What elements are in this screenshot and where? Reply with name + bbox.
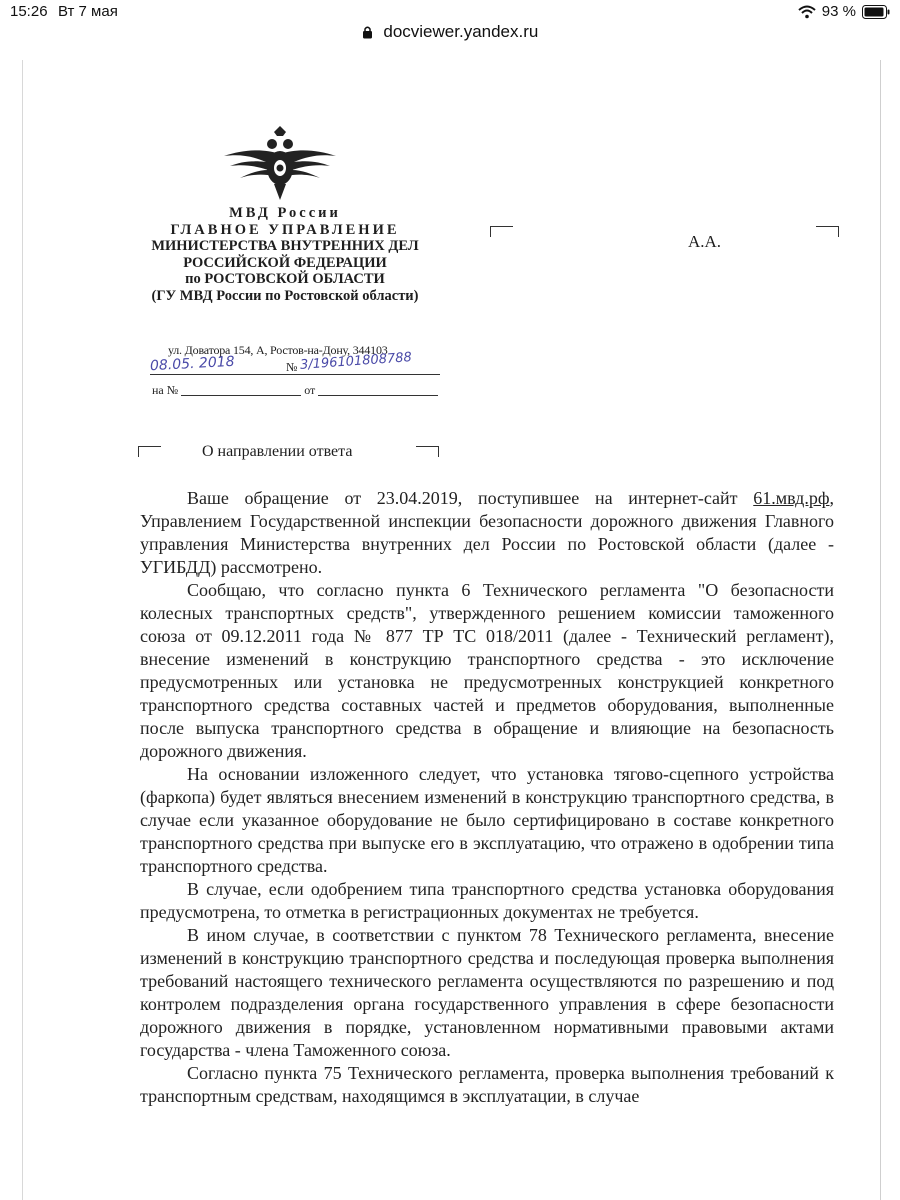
body-paragraph: В ином случае, в соответствии с пунктом 78 Технического регламента, внесение изменений в конструкцию транспортного средства и последующая проверка выполнения требований настоящего технического регламента осуществляются по разрешению и под контролем подразделения органа государственного управления в сфере безопасности дорожного движения в порядке, установленном нормативными правовыми актами государства - члена Таможенного союза. — [140, 925, 834, 1060]
body-paragraph: Сообщаю, что согласно пункта 6 Технического регламента "О безопасности колесных транспортных средств", утвержденного решением комиссии таможенного союза от 09.12.2011 года № 877 ТР ТС 018/2011 (далее - Технический регламент), внесение изменений в конструкцию транспортного средства - это исключение предусмотренных или установка не предусмотренных конструкцией конкретного транспортного средства составных частей и предметов оборудования, выполненные после выпуска транспортного средства в обращение и влияющие на безопасность дорожного движения. — [140, 580, 834, 761]
ref-label: на № — [152, 383, 179, 397]
body-paragraph: На основании изложенного следует, что установка тягово-сцепного устройства (фаркопа) будет являться внесением изменений в конструкцию транспортного средства, в случае если указанное оборудование не было сертифицировано в составе конкретного транспортного средства при выпуске его в эксплуатацию, что отражено в одобрении типа транспортного средства. — [140, 764, 834, 876]
ref-from-blank — [318, 395, 438, 396]
number-label: № — [286, 360, 298, 374]
battery-percent: 93 % — [821, 3, 856, 20]
website-link[interactable]: 61.мвд.рф — [753, 488, 830, 508]
ref-from-label: от — [304, 383, 316, 397]
letter-subject: О направлении ответа — [202, 443, 353, 460]
org-line: ГЛАВНОЕ УПРАВЛЕНИЕ — [170, 221, 400, 238]
status-right — [798, 3, 890, 20]
org-line: РОССИЙСКОЙ ФЕДЕРАЦИИ — [183, 254, 387, 271]
body-paragraph: Ваше обращение от 23.04.2019, поступившее на интернет-сайт 61.мвд.рф, Управлением Государственной инспекции безопасности дорожного движения Главного управления Министерства внутренних дел России по Ростовской области (далее - УГИБДД) рассмотрено. — [140, 488, 834, 577]
org-line: (ГУ МВД России по Ростовской области) — [151, 287, 419, 304]
wifi-icon — [798, 5, 816, 19]
page-edge — [22, 60, 23, 1200]
org-address: ул. Доватора 154, А, Ростов-на-Дону, 344103 — [168, 343, 388, 357]
status-bar — [0, 0, 900, 22]
reference-line — [152, 383, 438, 398]
subject-corner-left — [138, 446, 161, 457]
org-line: МИНИСТЕРСТВА ВНУТРЕННИХ ДЕЛ — [151, 238, 419, 255]
body-paragraph: Согласно пункта 75 Технического регламента, проверка выполнения требований к транспортным средствам, находящимся в эксплуатации, в случае — [140, 1063, 834, 1106]
recipient-corner-left — [490, 226, 513, 237]
org-line: МВД России — [229, 205, 341, 221]
org-line: по РОСТОВСКОЙ ОБЛАСТИ — [185, 271, 385, 288]
eagle-emblem-icon — [222, 124, 338, 204]
subject-corner-right — [416, 446, 439, 457]
lock-icon — [362, 24, 373, 44]
status-time: 15:26 — [10, 3, 48, 20]
handwritten-number: 3/196101808788 — [299, 350, 413, 373]
battery-icon — [862, 5, 890, 19]
url-text[interactable]: docviewer.yandex.ru — [383, 22, 539, 41]
recipient-name: А.А. — [688, 232, 722, 251]
letter-body — [140, 487, 834, 1108]
status-date: Вт 7 мая — [58, 3, 118, 20]
body-paragraph: В случае, если одобрением типа транспортного средства установка оборудования предусмотрена, то отметка в регистрационных документах не требуется. — [140, 879, 834, 922]
address-bar[interactable] — [0, 22, 900, 46]
handwritten-date: 08.05. 2018 — [149, 353, 235, 375]
recipient-corner-right — [816, 226, 839, 237]
page-edge — [880, 60, 881, 1200]
org-header — [150, 205, 420, 305]
ref-blank — [181, 395, 301, 396]
